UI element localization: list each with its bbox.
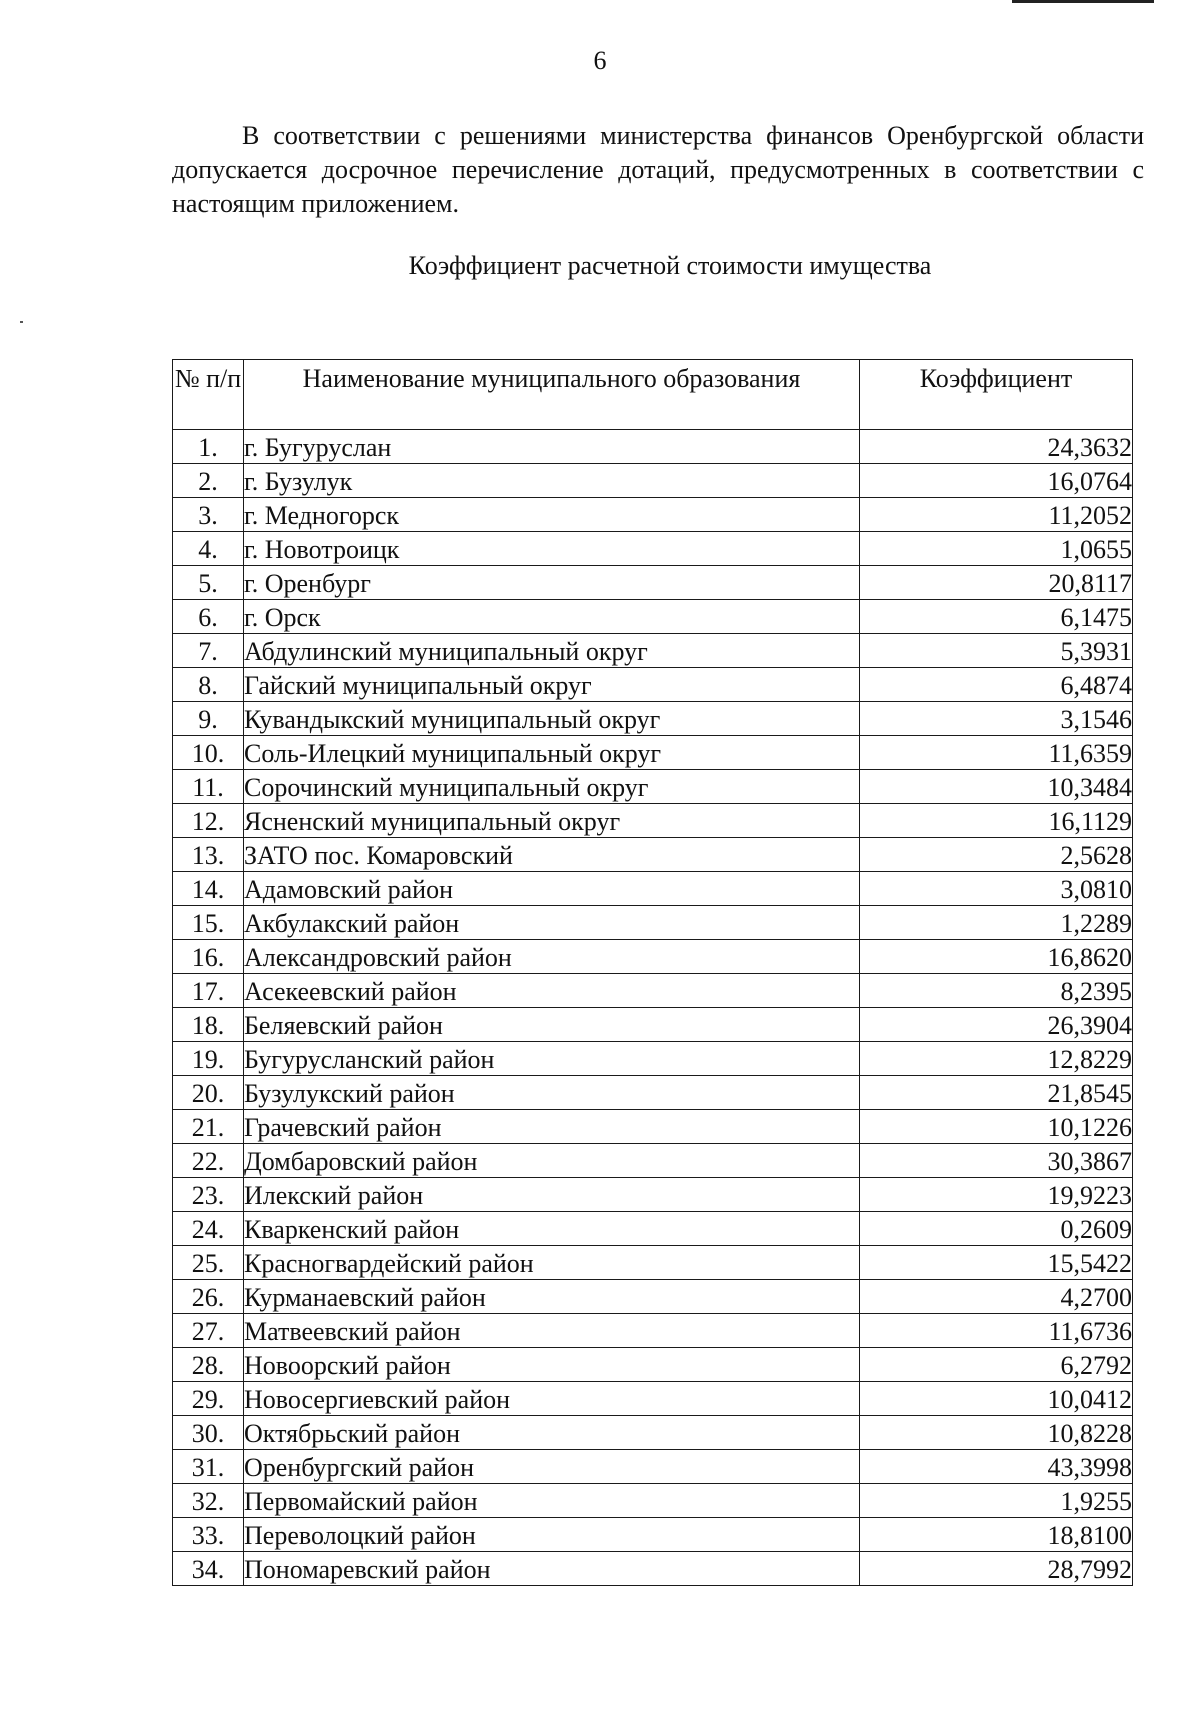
municipality-name: Абдулинский муниципальный округ xyxy=(244,634,860,668)
coefficient-value: 16,1129 xyxy=(860,804,1133,838)
coefficient-value: 11,6736 xyxy=(860,1314,1133,1348)
table-row xyxy=(173,1484,1133,1518)
municipality-name: Курманаевский район xyxy=(244,1280,860,1314)
coefficient-value: 8,2395 xyxy=(860,974,1133,1008)
row-number: 15. xyxy=(173,906,244,940)
table-row xyxy=(173,498,1133,532)
table-row xyxy=(173,600,1133,634)
row-number: 25. xyxy=(173,1246,244,1280)
coefficient-value: 30,3867 xyxy=(860,1144,1133,1178)
coefficient-table xyxy=(172,359,1133,1586)
table-row xyxy=(173,532,1133,566)
municipality-name: Переволоцкий район xyxy=(244,1518,860,1552)
municipality-name: Бугурусланский район xyxy=(244,1042,860,1076)
table-row xyxy=(173,1450,1133,1484)
row-number: 19. xyxy=(173,1042,244,1076)
table-row xyxy=(173,1518,1133,1552)
municipality-name: Адамовский район xyxy=(244,872,860,906)
row-number: 14. xyxy=(173,872,244,906)
coefficient-value: 24,3632 xyxy=(860,430,1133,464)
municipality-name: Соль-Илецкий муниципальный округ xyxy=(244,736,860,770)
table-row xyxy=(173,940,1133,974)
municipality-name: г. Новотроицк xyxy=(244,532,860,566)
table-row xyxy=(173,1246,1133,1280)
row-number: 7. xyxy=(173,634,244,668)
table-row xyxy=(173,974,1133,1008)
row-number: 21. xyxy=(173,1110,244,1144)
coefficient-value: 19,9223 xyxy=(860,1178,1133,1212)
coefficient-value: 11,2052 xyxy=(860,498,1133,532)
table-row xyxy=(173,1314,1133,1348)
table-row xyxy=(173,1382,1133,1416)
coefficient-value: 1,2289 xyxy=(860,906,1133,940)
table-row xyxy=(173,736,1133,770)
municipality-name: Матвеевский район xyxy=(244,1314,860,1348)
row-number: 5. xyxy=(173,566,244,600)
table-row xyxy=(173,430,1133,464)
coefficient-value: 28,7992 xyxy=(860,1552,1133,1586)
municipality-name: Грачевский район xyxy=(244,1110,860,1144)
municipality-name: Октябрьский район xyxy=(244,1416,860,1450)
row-number: 17. xyxy=(173,974,244,1008)
row-number: 10. xyxy=(173,736,244,770)
table-row xyxy=(173,872,1133,906)
row-number: 6. xyxy=(173,600,244,634)
coefficient-value: 12,8229 xyxy=(860,1042,1133,1076)
coefficient-value: 1,0655 xyxy=(860,532,1133,566)
coefficient-value: 21,8545 xyxy=(860,1076,1133,1110)
coefficient-value: 10,0412 xyxy=(860,1382,1133,1416)
intro-paragraph: В соответствии с решениями министерства финансов Оренбургской области допускается досрочное перечисление дотаций, предусмотренных в соответствии с настоящим приложением. xyxy=(172,121,1144,218)
table-row xyxy=(173,770,1133,804)
coefficient-value: 16,0764 xyxy=(860,464,1133,498)
coefficient-value: 10,3484 xyxy=(860,770,1133,804)
municipality-name: Беляевский район xyxy=(244,1008,860,1042)
municipality-name: г. Оренбург xyxy=(244,566,860,600)
municipality-name: Кваркенский район xyxy=(244,1212,860,1246)
table-row xyxy=(173,1110,1133,1144)
municipality-name: Новоорский район xyxy=(244,1348,860,1382)
coefficient-value: 43,3998 xyxy=(860,1450,1133,1484)
table-row xyxy=(173,1008,1133,1042)
municipality-name: ЗАТО пос. Комаровский xyxy=(244,838,860,872)
row-number: 24. xyxy=(173,1212,244,1246)
row-number: 32. xyxy=(173,1484,244,1518)
municipality-name: Акбулакский район xyxy=(244,906,860,940)
row-number: 30. xyxy=(173,1416,244,1450)
table-row xyxy=(173,1042,1133,1076)
row-number: 22. xyxy=(173,1144,244,1178)
row-number: 11. xyxy=(173,770,244,804)
table-row xyxy=(173,838,1133,872)
header-coefficient: Коэффициент xyxy=(860,360,1133,430)
municipality-name: г. Бузулук xyxy=(244,464,860,498)
row-number: 18. xyxy=(173,1008,244,1042)
municipality-name: Красногвардейский район xyxy=(244,1246,860,1280)
municipality-name: г. Орск xyxy=(244,600,860,634)
table-row xyxy=(173,702,1133,736)
table-row xyxy=(173,1076,1133,1110)
row-number: 29. xyxy=(173,1382,244,1416)
row-number: 26. xyxy=(173,1280,244,1314)
municipality-name: г. Бугуруслан xyxy=(244,430,860,464)
coefficient-value: 10,1226 xyxy=(860,1110,1133,1144)
row-number: 12. xyxy=(173,804,244,838)
coefficient-value: 3,1546 xyxy=(860,702,1133,736)
row-number: 1. xyxy=(173,430,244,464)
municipality-name: Сорочинский муниципальный округ xyxy=(244,770,860,804)
header-number: № п/п xyxy=(173,360,244,430)
municipality-name: Асекеевский район xyxy=(244,974,860,1008)
row-number: 13. xyxy=(173,838,244,872)
row-number: 3. xyxy=(173,498,244,532)
header-municipality: Наименование муниципального образования xyxy=(244,360,860,430)
table-row xyxy=(173,1178,1133,1212)
municipality-name: Кувандыкский муниципальный округ xyxy=(244,702,860,736)
coefficient-value: 0,2609 xyxy=(860,1212,1133,1246)
table-row xyxy=(173,1144,1133,1178)
row-number: 4. xyxy=(173,532,244,566)
coefficient-value: 6,2792 xyxy=(860,1348,1133,1382)
page-number: 6 xyxy=(593,46,607,75)
table-row xyxy=(173,668,1133,702)
table-body xyxy=(173,430,1133,1586)
municipality-name: Александровский район xyxy=(244,940,860,974)
table-row xyxy=(173,1416,1133,1450)
scan-speck xyxy=(20,321,23,323)
table-row xyxy=(173,1280,1133,1314)
municipality-name: Новосергиевский район xyxy=(244,1382,860,1416)
row-number: 23. xyxy=(173,1178,244,1212)
coefficient-value: 1,9255 xyxy=(860,1484,1133,1518)
row-number: 16. xyxy=(173,940,244,974)
row-number: 9. xyxy=(173,702,244,736)
municipality-name: Илекский район xyxy=(244,1178,860,1212)
coefficient-value: 11,6359 xyxy=(860,736,1133,770)
table-row xyxy=(173,906,1133,940)
table-row xyxy=(173,1212,1133,1246)
municipality-name: Первомайский район xyxy=(244,1484,860,1518)
table-row xyxy=(173,1552,1133,1586)
row-number: 28. xyxy=(173,1348,244,1382)
municipality-name: Бузулукский район xyxy=(244,1076,860,1110)
row-number: 34. xyxy=(173,1552,244,1586)
coefficient-value: 3,0810 xyxy=(860,872,1133,906)
table-header-row xyxy=(173,360,1133,430)
coefficient-value: 6,4874 xyxy=(860,668,1133,702)
coefficient-value: 18,8100 xyxy=(860,1518,1133,1552)
coefficient-value: 2,5628 xyxy=(860,838,1133,872)
coefficient-value: 20,8117 xyxy=(860,566,1133,600)
section-title: Коэффициент расчетной стоимости имущества xyxy=(408,251,932,280)
coefficient-value: 4,2700 xyxy=(860,1280,1133,1314)
coefficient-value: 16,8620 xyxy=(860,940,1133,974)
table-row xyxy=(173,566,1133,600)
coefficient-value: 6,1475 xyxy=(860,600,1133,634)
top-edge-rule xyxy=(1012,0,1154,3)
row-number: 8. xyxy=(173,668,244,702)
row-number: 33. xyxy=(173,1518,244,1552)
coefficient-value: 10,8228 xyxy=(860,1416,1133,1450)
municipality-name: Домбаровский район xyxy=(244,1144,860,1178)
municipality-name: Ясненский муниципальный округ xyxy=(244,804,860,838)
table-row xyxy=(173,634,1133,668)
coefficient-value: 5,3931 xyxy=(860,634,1133,668)
row-number: 31. xyxy=(173,1450,244,1484)
row-number: 27. xyxy=(173,1314,244,1348)
coefficient-value: 26,3904 xyxy=(860,1008,1133,1042)
municipality-name: Оренбургский район xyxy=(244,1450,860,1484)
table-row xyxy=(173,804,1133,838)
row-number: 20. xyxy=(173,1076,244,1110)
municipality-name: Пономаревский район xyxy=(244,1552,860,1586)
table-row xyxy=(173,1348,1133,1382)
row-number: 2. xyxy=(173,464,244,498)
table-row xyxy=(173,464,1133,498)
coefficient-value: 15,5422 xyxy=(860,1246,1133,1280)
municipality-name: Гайский муниципальный округ xyxy=(244,668,860,702)
municipality-name: г. Медногорск xyxy=(244,498,860,532)
